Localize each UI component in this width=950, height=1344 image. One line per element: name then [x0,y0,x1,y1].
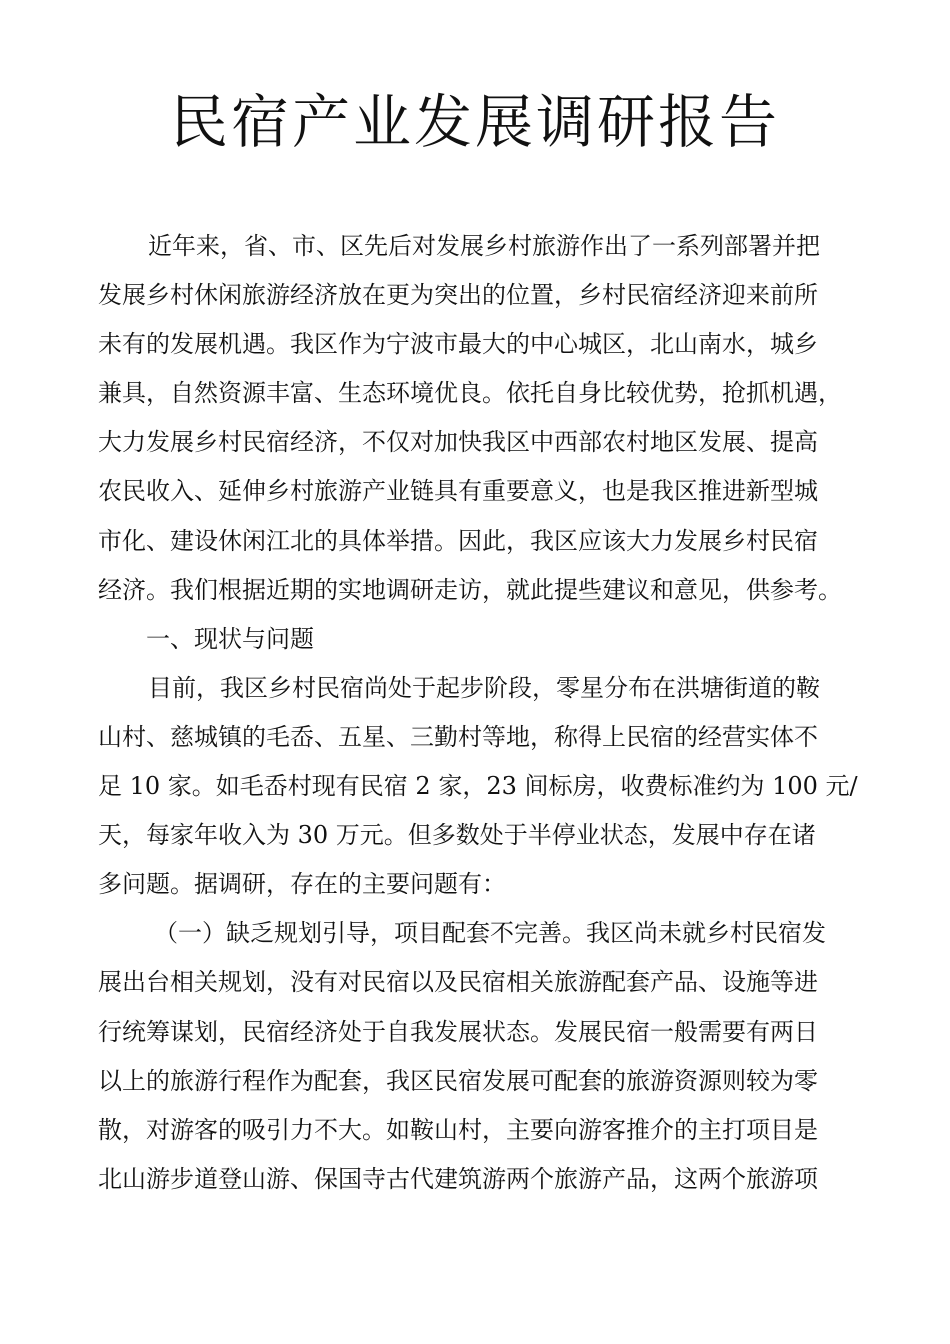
text-line: 以上的旅游行程作为配套，我区民宿发展可配套的旅游资源则较为零 [98,1066,818,1095]
text-line: 散，对游客的吸引力不大。如鞍山村，主要向游客推介的主打项目是 [98,1115,818,1144]
text-line: 天，每家年收入为 30 万元。但多数处于半停业状态，发展中存在诸 [98,821,816,850]
document-body [98,222,888,1204]
text-line: 山村、慈城镇的毛岙、五星、三勤村等地，称得上民宿的经营实体不 [98,722,818,751]
text-line: 足 10 家。如毛岙村现有民宿 2 家，23 间标房，收费标准约为 100 元/ [98,772,858,801]
text-line: 行统筹谋划，民宿经济处于自我发展状态。发展民宿一般需要有两日 [98,1017,818,1046]
text-line: 展出台相关规划，没有对民宿以及民宿相关旅游配套产品、设施等进 [98,968,818,997]
text-line: 兼具，自然资源丰富、生态环境优良。依托自身比较优势，抢抓机遇， [98,379,842,408]
text-line: 市化、建设休闲江北的具体举措。因此，我区应该大力发展乡村民宿 [98,526,818,555]
text-line: 发展乡村休闲旅游经济放在更为突出的位置，乡村民宿经济迎来前所 [98,281,818,310]
text-line: 农民收入、延伸乡村旅游产业链具有重要意义，也是我区推进新型城 [98,477,818,506]
text-line: 未有的发展机遇。我区作为宁波市最大的中心城区，北山南水，城乡 [98,330,818,359]
text-line: 多问题。据调研，存在的主要问题有： [98,870,506,899]
text-line: 目前，我区乡村民宿尚处于起步阶段，零星分布在洪塘街道的鞍 [148,673,820,702]
document-title: 民宿产业发展调研报告 [169,88,780,156]
text-line: 近年来，省、市、区先后对发展乡村旅游作出了一系列部署并把 [148,232,820,260]
subsection-line: （一）缺乏规划引导，项目配套不完善。我区尚未就乡村民宿发 [154,919,826,948]
text-line: 北山游步道登山游、保国寺古代建筑游两个旅游产品，这两个旅游项 [98,1164,818,1193]
text-line: 大力发展乡村民宿经济，不仅对加快我区中西部农村地区发展、提高 [98,428,818,457]
section-heading: 一、现状与问题 [146,624,314,653]
text-line: 经济。我们根据近期的实地调研走访，就此提些建议和意见，供参考。 [98,575,842,604]
